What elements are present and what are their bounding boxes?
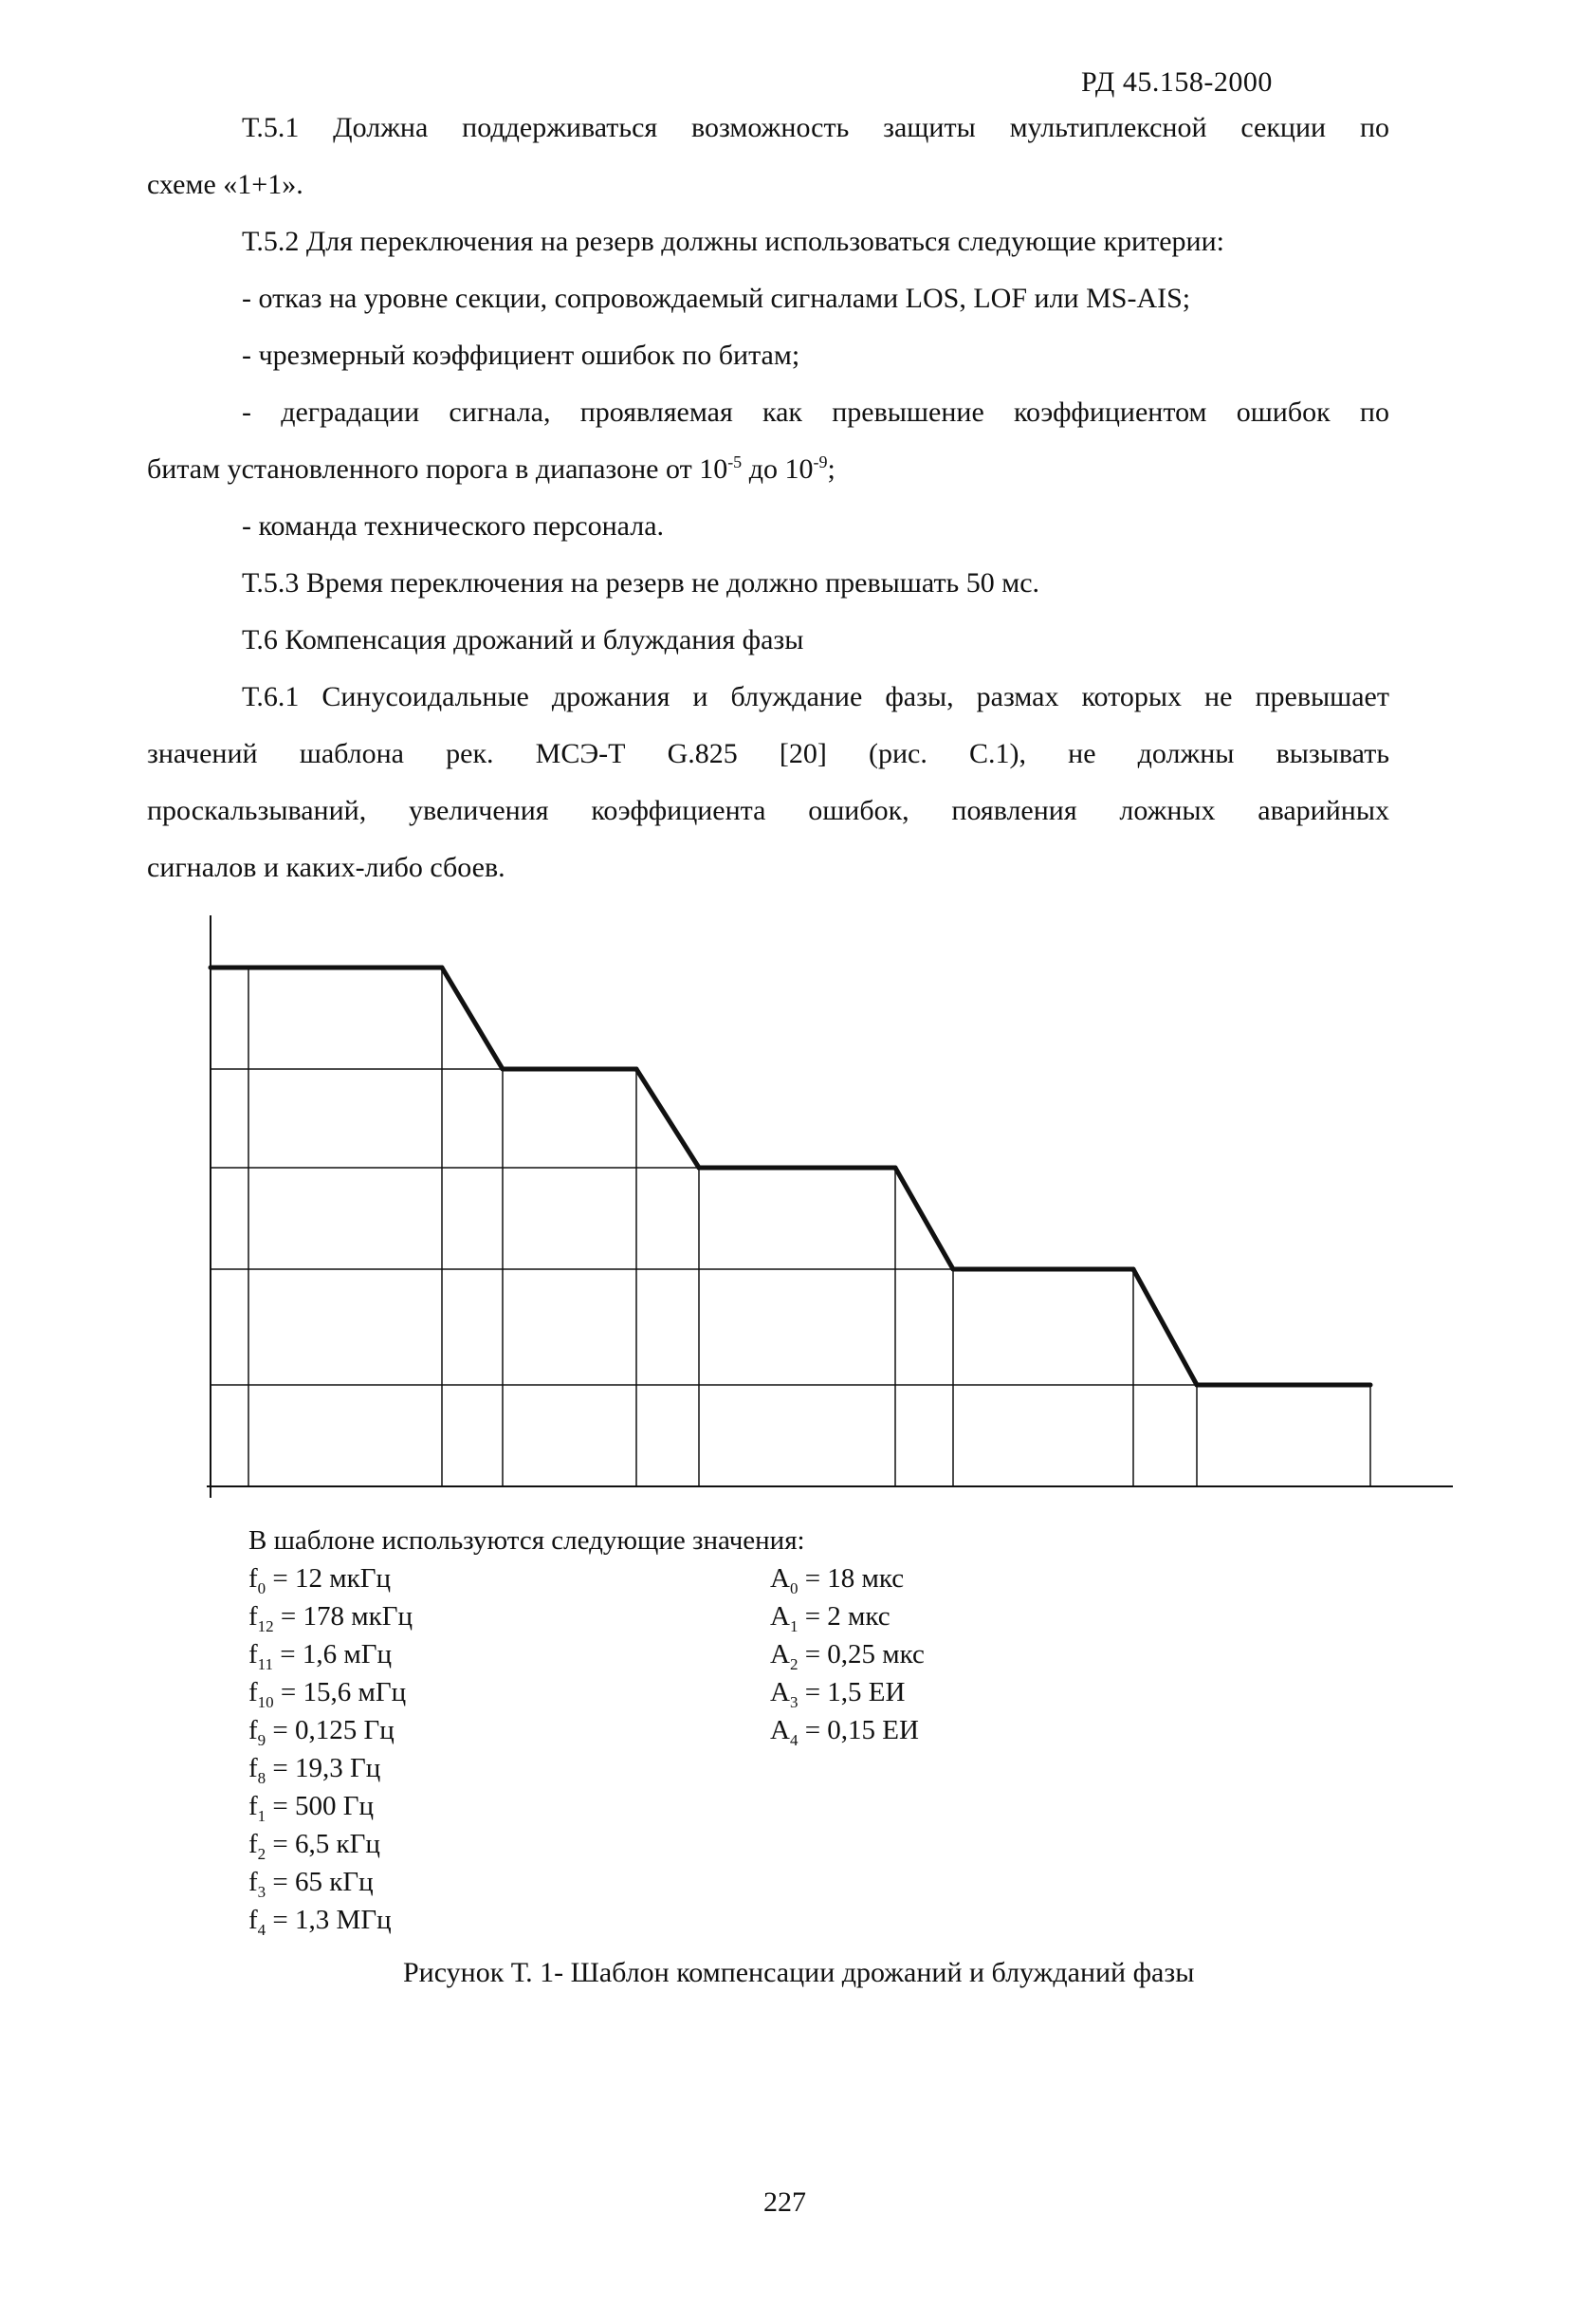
freq-value-subscript: 1 (257, 1806, 266, 1825)
freq-value-subscript: 8 (257, 1768, 266, 1787)
section-t6-title: Т.6 Компенсация дрожаний и блуждания фазы (242, 624, 804, 655)
freq-value-text: = 1,6 мГц (273, 1639, 393, 1669)
amp-value-subscript: 4 (789, 1730, 799, 1749)
amp-value-subscript: 3 (789, 1692, 799, 1711)
freq-value-subscript: 4 (257, 1920, 266, 1939)
amp-value-subscript: 1 (789, 1616, 799, 1635)
freq-value-11 (248, 1635, 413, 1673)
freq-value-symbol: f (248, 1639, 258, 1669)
freq-value-text: = 178 мкГц (273, 1601, 413, 1632)
criterion-3-text-b: до 10 (742, 453, 814, 485)
amp-value-symbol: A (770, 1639, 790, 1669)
amp-value-symbol: A (770, 1677, 790, 1707)
amp-value-subscript: 2 (789, 1654, 799, 1673)
amp-value-1 (770, 1597, 925, 1635)
para-t53: Т.5.3 Время переключения на резерв не должно превышать 50 мс. (242, 567, 1040, 599)
amp-value-0 (770, 1559, 925, 1597)
template-segment-f2–f3 (1133, 1269, 1197, 1385)
freq-value-text: = 500 Гц (266, 1791, 375, 1821)
freq-value-subscript: 9 (257, 1730, 266, 1749)
para-t61-line2: значений шаблона рек. МСЭ-Т G.825 [20] (рис. С.1), не должны вызывать (147, 738, 1389, 769)
freq-value-symbol: f (248, 1715, 258, 1745)
amp-value-symbol: A (770, 1601, 790, 1632)
criterion-1: - отказ на уровне секции, сопровождаемый сигналами LOS, LOF или MS-AIS; (242, 283, 1191, 314)
freq-value-9 (248, 1711, 413, 1749)
freq-value-symbol: f (248, 1563, 258, 1594)
exponent-2: -9 (813, 452, 828, 471)
document-id: РД 45.158-2000 (1081, 66, 1273, 98)
freq-value-text: = 1,3 МГц (266, 1905, 392, 1935)
freq-value-subscript: 12 (257, 1616, 274, 1635)
criterion-4: - команда технического персонала. (242, 510, 665, 542)
amp-value-symbol: A (770, 1715, 790, 1745)
template-segment-f12–f11 (442, 968, 503, 1069)
freq-value-2 (248, 1825, 413, 1863)
freq-value-1 (248, 1787, 413, 1825)
freq-value-subscript: 3 (257, 1882, 266, 1901)
amp-value-text: = 1,5 ЕИ (798, 1677, 906, 1707)
freq-value-0 (248, 1559, 413, 1597)
criterion-3-line1: - деградации сигнала, проявляемая как превышение коэффициентом ошибок по (242, 397, 1389, 428)
para-t51-line1: Т.5.1 Должна поддерживаться возможность защиты мультиплексной секции по (242, 112, 1389, 143)
freq-value-4 (248, 1901, 413, 1939)
freq-value-3 (248, 1863, 413, 1901)
freq-value-symbol: f (248, 1677, 258, 1707)
amp-value-4 (770, 1711, 925, 1749)
freq-value-text: = 19,3 Гц (266, 1753, 381, 1783)
freq-value-8 (248, 1749, 413, 1787)
freq-value-subscript: 2 (257, 1844, 266, 1863)
criterion-2: - чрезмерный коэффициент ошибок по битам; (242, 340, 800, 371)
template-segment-f8–f1 (895, 1168, 953, 1269)
page-number: 227 (763, 2186, 806, 2218)
freq-value-symbol: f (248, 1753, 258, 1783)
amp-value-symbol: A (770, 1563, 790, 1594)
para-t51-line2: схеме «1+1». (147, 169, 303, 200)
freq-value-symbol: f (248, 1867, 258, 1897)
freq-value-subscript: 0 (257, 1578, 266, 1597)
freq-value-text: = 12 мкГц (266, 1563, 392, 1594)
amp-value-text: = 0,25 мкс (798, 1639, 925, 1669)
criterion-3-text-a: битам установленного порога в диапазоне от 10 (147, 453, 728, 485)
freq-value-symbol: f (248, 1829, 258, 1859)
amp-value-text: = 2 мкс (798, 1601, 890, 1632)
para-t52: Т.5.2 Для переключения на резерв должны использоваться следующие критерии: (242, 226, 1224, 257)
exponent-1: -5 (727, 452, 743, 471)
amp-value-3 (770, 1673, 925, 1711)
freq-value-12 (248, 1597, 413, 1635)
freq-value-symbol: f (248, 1601, 258, 1632)
para-t61-line4: сигналов и каких-либо сбоев. (147, 852, 505, 883)
amp-value-2 (770, 1635, 925, 1673)
freq-value-symbol: f (248, 1791, 258, 1821)
frequency-values (248, 1559, 413, 1939)
para-t61-line3: проскальзываний, увеличения коэффициента ошибок, появления ложных аварийных (147, 795, 1389, 826)
amp-value-text: = 18 мкс (798, 1563, 905, 1594)
template-segment-f10–f9 (636, 1069, 699, 1168)
freq-value-text: = 6,5 кГц (266, 1829, 380, 1859)
amplitude-values (770, 1559, 925, 1749)
freq-value-text: = 65 кГц (266, 1867, 374, 1897)
freq-value-text: = 15,6 мГц (273, 1677, 407, 1707)
criterion-3-text-c: ; (827, 453, 835, 485)
freq-value-text: = 0,125 Гц (266, 1715, 395, 1745)
figure-caption: Рисунок Т. 1- Шаблон компенсации дрожаний и блужданий фазы (403, 1957, 1195, 1988)
amp-value-subscript: 0 (789, 1578, 799, 1597)
freq-value-subscript: 11 (257, 1654, 274, 1673)
para-t61-line1: Т.6.1 Синусоидальные дрожания и блуждание фазы, размах которых не превышает (242, 681, 1389, 712)
freq-value-subscript: 10 (257, 1692, 274, 1711)
freq-value-10 (248, 1673, 413, 1711)
amp-value-text: = 0,15 ЕИ (798, 1715, 919, 1745)
freq-value-symbol: f (248, 1905, 258, 1935)
values-intro: В шаблоне используются следующие значения: (248, 1525, 805, 1556)
